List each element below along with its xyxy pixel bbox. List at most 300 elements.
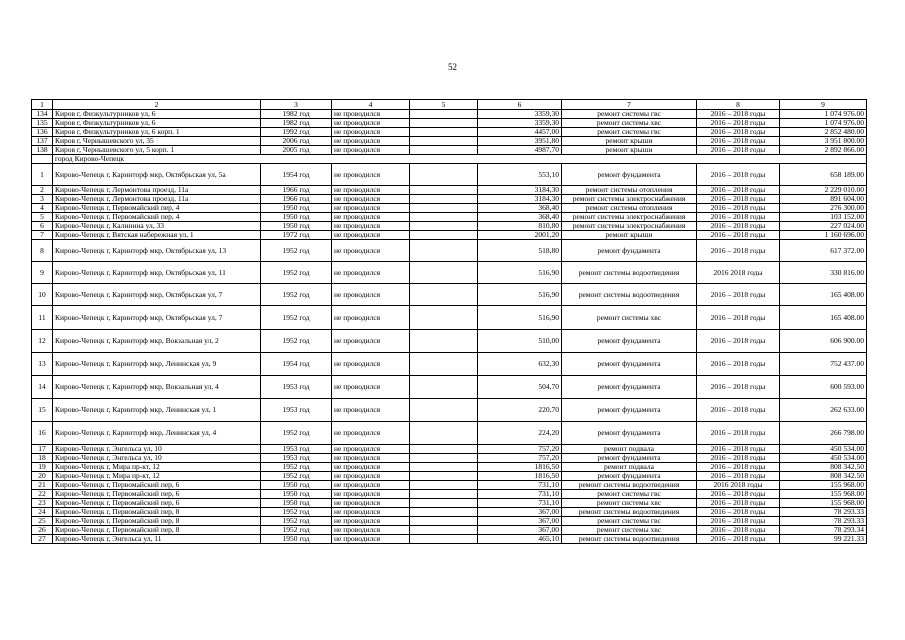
empty-cell: [410, 306, 478, 330]
cost-cell: 78 293.34: [780, 526, 867, 535]
column-number-cell: 4: [332, 100, 410, 110]
address-cell: Кирово-Чепецк г, Каринторф мкр, Ленинская ул, 1: [53, 399, 261, 422]
work-type-cell: ремонт системы водоотведения: [562, 284, 697, 306]
last-repair-status-cell: не проводился: [332, 195, 410, 204]
area-cell: 516,90: [478, 284, 562, 306]
last-repair-status-cell: не проводился: [332, 213, 410, 222]
row-number-cell: 22: [32, 490, 53, 499]
table-row: [32, 399, 867, 422]
empty-cell: [410, 490, 478, 499]
year-built-cell: 1953 год: [261, 454, 332, 463]
year-built-cell: 1950 год: [261, 535, 332, 544]
row-number-cell: 6: [32, 222, 53, 231]
work-type-cell: ремонт системы гвс: [562, 128, 697, 137]
address-cell: Кирово-Чепецк г, Первомайский пер, 6: [53, 481, 261, 490]
table-row: [32, 231, 867, 240]
address-cell: Кирово-Чепецк г, Энгельса ул, 10: [53, 445, 261, 454]
address-cell: Кирово-Чепецк г, Энгельса ул, 11: [53, 535, 261, 544]
address-cell: Кирово-Чепецк г, Первомайский пер, 8: [53, 526, 261, 535]
work-type-cell: ремонт фундамента: [562, 353, 697, 376]
cost-cell: 752 437.00: [780, 353, 867, 376]
table-row: [32, 454, 867, 463]
column-number-cell: 2: [53, 100, 261, 110]
period-cell: 2016 – 2018 годы: [697, 195, 780, 204]
period-cell: 2016 – 2018 годы: [697, 490, 780, 499]
area-cell: 4987,70: [478, 146, 562, 155]
address-cell: Кирово-Чепецк г, Первомайский пер, 4: [53, 213, 261, 222]
cost-cell: 330 816.00: [780, 262, 867, 284]
period-cell: 2016 – 2018 годы: [697, 517, 780, 526]
address-cell: Кирово-Чепецк г, Мира пр-кт, 12: [53, 472, 261, 481]
cost-cell: 78 293.33: [780, 517, 867, 526]
table-row: [32, 284, 867, 306]
empty-cell: [410, 128, 478, 137]
empty-cell: [410, 262, 478, 284]
work-type-cell: ремонт подвала: [562, 463, 697, 472]
row-number-cell: 26: [32, 526, 53, 535]
address-cell: Кирово-Чепецк г, Калинина ул, 33: [53, 222, 261, 231]
period-cell: 2016 – 2018 годы: [697, 137, 780, 146]
area-cell: 731,10: [478, 490, 562, 499]
year-built-cell: 2006 год: [261, 137, 332, 146]
last-repair-status-cell: не проводился: [332, 499, 410, 508]
table-row: [32, 306, 867, 330]
row-number-cell: 17: [32, 445, 53, 454]
address-cell: Кирово-Чепецк г, Каринторф мкр, Ленинская ул, 4: [53, 422, 261, 445]
address-cell: Кирово-Чепецк г, Лермонтова проезд, 11а: [53, 186, 261, 195]
row-number-cell: 5: [32, 213, 53, 222]
period-cell: 2016 – 2018 годы: [697, 445, 780, 454]
period-cell: 2016 – 2018 годы: [697, 284, 780, 306]
work-type-cell: ремонт системы гвс: [562, 490, 697, 499]
empty-cell: [410, 508, 478, 517]
empty-cell: [410, 186, 478, 195]
cost-cell: 155 968.00: [780, 499, 867, 508]
work-type-cell: ремонт крыши: [562, 146, 697, 155]
empty-cell: [410, 195, 478, 204]
column-number-cell: 8: [697, 100, 780, 110]
empty-cell: [410, 222, 478, 231]
row-number-cell: 15: [32, 399, 53, 422]
area-cell: 731,10: [478, 499, 562, 508]
empty-cell: [410, 445, 478, 454]
work-type-cell: ремонт фундамента: [562, 330, 697, 353]
period-cell: 2016 – 2018 годы: [697, 535, 780, 544]
area-cell: 1816,50: [478, 472, 562, 481]
cost-cell: 165 408.00: [780, 284, 867, 306]
table-body: [32, 100, 867, 544]
address-cell: Кирово-Чепецк г, Каринторф мкр, Октябрьская ул, 11: [53, 262, 261, 284]
row-number-cell: 13: [32, 353, 53, 376]
empty-cell: [410, 517, 478, 526]
table-row: [32, 119, 867, 128]
empty-cell: [410, 399, 478, 422]
area-cell: 516,90: [478, 262, 562, 284]
area-cell: 465,10: [478, 535, 562, 544]
period-cell: 2016 – 2018 годы: [697, 463, 780, 472]
table-row: [32, 353, 867, 376]
period-cell: 2016 – 2018 годы: [697, 146, 780, 155]
last-repair-status-cell: не проводился: [332, 204, 410, 213]
period-cell: 2016 – 2018 годы: [697, 376, 780, 399]
work-type-cell: ремонт системы хвс: [562, 119, 697, 128]
area-cell: 516,90: [478, 306, 562, 330]
period-cell: 2016 2018 годы: [697, 481, 780, 490]
year-built-cell: 1952 год: [261, 463, 332, 472]
work-type-cell: ремонт системы гвс: [562, 517, 697, 526]
repair-register-table: [31, 99, 867, 544]
address-cell: Кирово-Чепецк г, Энгельса ул, 10: [53, 454, 261, 463]
row-number-cell: 24: [32, 508, 53, 517]
table-row: [32, 262, 867, 284]
last-repair-status-cell: не проводился: [332, 353, 410, 376]
period-cell: 2016 – 2018 годы: [697, 119, 780, 128]
address-cell: Кирово-Чепецк г, Вятская набережная ул, 1: [53, 231, 261, 240]
table-row: [32, 204, 867, 213]
cost-cell: 658 189.00: [780, 164, 867, 186]
work-type-cell: ремонт системы водоотведения: [562, 481, 697, 490]
empty-cell: [410, 472, 478, 481]
cost-cell: 2 229 010.00: [780, 186, 867, 195]
cost-cell: 155 968.00: [780, 490, 867, 499]
address-cell: Кирово-Чепецк г, Каринторф мкр, Вокзальная ул, 4: [53, 376, 261, 399]
address-cell: Кирово-Чепецк г, Каринторф мкр, Ленинская ул, 9: [53, 353, 261, 376]
cost-cell: 1 160 696.00: [780, 231, 867, 240]
period-cell: 2016 – 2018 годы: [697, 306, 780, 330]
cost-cell: 891 604.00: [780, 195, 867, 204]
empty-cell: [410, 137, 478, 146]
cost-cell: 262 633.00: [780, 399, 867, 422]
last-repair-status-cell: не проводился: [332, 186, 410, 195]
table-row: [32, 213, 867, 222]
work-type-cell: ремонт фундамента: [562, 376, 697, 399]
area-cell: 367,00: [478, 526, 562, 535]
last-repair-status-cell: не проводился: [332, 376, 410, 399]
cost-cell: 78 293.33: [780, 508, 867, 517]
cost-cell: 600 593.00: [780, 376, 867, 399]
period-cell: 2016 – 2018 годы: [697, 186, 780, 195]
table-row: [32, 422, 867, 445]
address-cell: Кирово-Чепецк г, Каринторф мкр, Вокзальная ул, 2: [53, 330, 261, 353]
cost-cell: 450 534.00: [780, 445, 867, 454]
row-number-cell: 4: [32, 204, 53, 213]
cost-cell: 617 372.00: [780, 240, 867, 262]
work-type-cell: ремонт фундамента: [562, 454, 697, 463]
table-row: [32, 137, 867, 146]
period-cell: 2016 – 2018 годы: [697, 330, 780, 353]
work-type-cell: ремонт подвала: [562, 445, 697, 454]
column-number-cell: 7: [562, 100, 697, 110]
work-type-cell: ремонт фундамента: [562, 399, 697, 422]
work-type-cell: ремонт системы электроснабжения: [562, 222, 697, 231]
last-repair-status-cell: не проводился: [332, 146, 410, 155]
column-number-cell: 6: [478, 100, 562, 110]
row-number-cell: 21: [32, 481, 53, 490]
row-number-cell: 20: [32, 472, 53, 481]
address-cell: Кирово-Чепецк г, Мира пр-кт, 12: [53, 463, 261, 472]
empty-cell: [410, 376, 478, 399]
area-cell: 632,30: [478, 353, 562, 376]
year-built-cell: 1972 год: [261, 231, 332, 240]
last-repair-status-cell: не проводился: [332, 128, 410, 137]
period-cell: 2016 – 2018 годы: [697, 526, 780, 535]
cost-cell: 3 951 800.00: [780, 137, 867, 146]
area-cell: 367,00: [478, 508, 562, 517]
row-number-cell: 25: [32, 517, 53, 526]
row-number-cell: 8: [32, 240, 53, 262]
row-number-cell: 7: [32, 231, 53, 240]
year-built-cell: 1952 год: [261, 240, 332, 262]
year-built-cell: 2005 год: [261, 146, 332, 155]
table-row: [32, 164, 867, 186]
cost-cell: 2 892 866.00: [780, 146, 867, 155]
empty-cell: [32, 155, 53, 164]
table-row: [32, 508, 867, 517]
cost-cell: 1 074 976.00: [780, 110, 867, 119]
empty-cell: [410, 204, 478, 213]
work-type-cell: ремонт системы электроснабжения: [562, 213, 697, 222]
address-cell: Кирово-Чепецк г, Каринторф мкр, Октябрьская ул, 7: [53, 306, 261, 330]
year-built-cell: 1952 год: [261, 422, 332, 445]
empty-cell: [410, 240, 478, 262]
area-cell: 518,80: [478, 240, 562, 262]
area-cell: 368,40: [478, 213, 562, 222]
work-type-cell: ремонт системы хвс: [562, 499, 697, 508]
table-row: [32, 535, 867, 544]
empty-cell: [410, 535, 478, 544]
last-repair-status-cell: не проводился: [332, 306, 410, 330]
cost-cell: 165 408.00: [780, 306, 867, 330]
year-built-cell: 1952 год: [261, 517, 332, 526]
table-row: [32, 186, 867, 195]
cost-cell: 276 300.00: [780, 204, 867, 213]
year-built-cell: 1982 год: [261, 110, 332, 119]
period-cell: 2016 – 2018 годы: [697, 499, 780, 508]
empty-cell: [410, 164, 478, 186]
last-repair-status-cell: не проводился: [332, 262, 410, 284]
area-cell: 368,40: [478, 204, 562, 213]
period-cell: 2016 – 2018 годы: [697, 222, 780, 231]
area-cell: 2001,20: [478, 231, 562, 240]
row-number-cell: 137: [32, 137, 53, 146]
table-row: [32, 330, 867, 353]
last-repair-status-cell: не проводился: [332, 463, 410, 472]
period-cell: 2016 – 2018 годы: [697, 164, 780, 186]
address-cell: Киров г, Физкультурников ул, 6 корп. 1: [53, 128, 261, 137]
table-row: [32, 146, 867, 155]
last-repair-status-cell: не проводился: [332, 445, 410, 454]
empty-cell: [410, 146, 478, 155]
year-built-cell: 1952 год: [261, 472, 332, 481]
address-cell: Кирово-Чепецк г, Первомайский пер, 6: [53, 499, 261, 508]
cost-cell: 155 968.00: [780, 481, 867, 490]
last-repair-status-cell: не проводился: [332, 137, 410, 146]
area-cell: 810,80: [478, 222, 562, 231]
area-cell: 3359,30: [478, 110, 562, 119]
year-built-cell: 1950 год: [261, 490, 332, 499]
address-cell: Кирово-Чепецк г, Первомайский пер, 8: [53, 508, 261, 517]
period-cell: 2016 2018 годы: [697, 262, 780, 284]
row-number-cell: 1: [32, 164, 53, 186]
table-row: [32, 499, 867, 508]
empty-cell: [410, 422, 478, 445]
table-row: [32, 222, 867, 231]
row-number-cell: 9: [32, 262, 53, 284]
period-cell: 2016 – 2018 годы: [697, 508, 780, 517]
work-type-cell: ремонт крыши: [562, 137, 697, 146]
year-built-cell: 1966 год: [261, 186, 332, 195]
row-number-cell: 2: [32, 186, 53, 195]
address-cell: Кирово-Чепецк г, Каринторф мкр, Октябрьская ул, 13: [53, 240, 261, 262]
year-built-cell: 1950 год: [261, 222, 332, 231]
row-number-cell: 14: [32, 376, 53, 399]
last-repair-status-cell: не проводился: [332, 490, 410, 499]
address-cell: Кирово-Чепецк г, Первомайский пер, 4: [53, 204, 261, 213]
area-cell: 510,00: [478, 330, 562, 353]
year-built-cell: 1953 год: [261, 445, 332, 454]
period-cell: 2016 – 2018 годы: [697, 399, 780, 422]
address-cell: Кирово-Чепецк г, Каринторф мкр, Октябрьская ул, 5а: [53, 164, 261, 186]
empty-cell: [410, 353, 478, 376]
address-cell: Киров г, Физкультурников ул, 6: [53, 110, 261, 119]
area-cell: 220,70: [478, 399, 562, 422]
empty-cell: [410, 284, 478, 306]
last-repair-status-cell: не проводился: [332, 222, 410, 231]
year-built-cell: 1954 год: [261, 164, 332, 186]
last-repair-status-cell: не проводился: [332, 454, 410, 463]
cost-cell: 606 900.00: [780, 330, 867, 353]
period-cell: 2016 – 2018 годы: [697, 422, 780, 445]
cost-cell: 1 074 976.00: [780, 119, 867, 128]
year-built-cell: 1950 год: [261, 213, 332, 222]
address-cell: Киров г, Физкультурников ул, 6: [53, 119, 261, 128]
area-cell: 4457,00: [478, 128, 562, 137]
section-title: город Кирово-Чепецк: [53, 155, 867, 164]
address-cell: Кирово-Чепецк г, Каринторф мкр, Октябрьская ул, 7: [53, 284, 261, 306]
year-built-cell: 1982 год: [261, 119, 332, 128]
table-row: [32, 481, 867, 490]
table-row: [32, 445, 867, 454]
table-row: [32, 490, 867, 499]
row-number-cell: 10: [32, 284, 53, 306]
empty-cell: [410, 330, 478, 353]
last-repair-status-cell: не проводился: [332, 481, 410, 490]
period-cell: 2016 – 2018 годы: [697, 128, 780, 137]
year-built-cell: 1952 год: [261, 330, 332, 353]
year-built-cell: 1950 год: [261, 481, 332, 490]
work-type-cell: ремонт системы электроснабжения: [562, 195, 697, 204]
empty-cell: [410, 481, 478, 490]
year-built-cell: 1966 год: [261, 195, 332, 204]
work-type-cell: ремонт крыши: [562, 231, 697, 240]
cost-cell: 266 798.00: [780, 422, 867, 445]
table-row: [32, 195, 867, 204]
work-type-cell: ремонт системы водоотведения: [562, 508, 697, 517]
column-number-header-row: [32, 100, 867, 110]
row-number-cell: 135: [32, 119, 53, 128]
area-cell: 504,70: [478, 376, 562, 399]
page-number: 52: [448, 62, 457, 72]
empty-cell: [410, 119, 478, 128]
table-row: [32, 240, 867, 262]
area-cell: 224,20: [478, 422, 562, 445]
area-cell: 553,10: [478, 164, 562, 186]
cost-cell: 103 152.00: [780, 213, 867, 222]
year-built-cell: 1952 год: [261, 284, 332, 306]
year-built-cell: 1952 год: [261, 526, 332, 535]
last-repair-status-cell: не проводился: [332, 526, 410, 535]
last-repair-status-cell: не проводился: [332, 535, 410, 544]
year-built-cell: 1952 год: [261, 262, 332, 284]
empty-cell: [410, 499, 478, 508]
last-repair-status-cell: не проводился: [332, 472, 410, 481]
area-cell: 3184,30: [478, 186, 562, 195]
row-number-cell: 11: [32, 306, 53, 330]
area-cell: 3184,30: [478, 195, 562, 204]
empty-cell: [410, 213, 478, 222]
period-cell: 2016 – 2018 годы: [697, 213, 780, 222]
work-type-cell: ремонт системы хвс: [562, 526, 697, 535]
work-type-cell: ремонт фундамента: [562, 422, 697, 445]
year-built-cell: 1953 год: [261, 376, 332, 399]
work-type-cell: ремонт системы водоотведения: [562, 535, 697, 544]
empty-cell: [410, 454, 478, 463]
last-repair-status-cell: не проводился: [332, 119, 410, 128]
cost-cell: 2 852 480.00: [780, 128, 867, 137]
address-cell: Кирово-Чепецк г, Лермонтова проезд, 11а: [53, 195, 261, 204]
row-number-cell: 19: [32, 463, 53, 472]
work-type-cell: ремонт фундамента: [562, 164, 697, 186]
empty-cell: [410, 463, 478, 472]
table-row: [32, 110, 867, 119]
column-number-cell: 1: [32, 100, 53, 110]
year-built-cell: 1953 год: [261, 399, 332, 422]
area-cell: 367,00: [478, 517, 562, 526]
last-repair-status-cell: не проводился: [332, 231, 410, 240]
last-repair-status-cell: не проводился: [332, 110, 410, 119]
row-number-cell: 136: [32, 128, 53, 137]
period-cell: 2016 – 2018 годы: [697, 110, 780, 119]
area-cell: 757,20: [478, 445, 562, 454]
row-number-cell: 27: [32, 535, 53, 544]
period-cell: 2016 – 2018 годы: [697, 204, 780, 213]
period-cell: 2016 – 2018 годы: [697, 240, 780, 262]
last-repair-status-cell: не проводился: [332, 508, 410, 517]
row-number-cell: 134: [32, 110, 53, 119]
row-number-cell: 16: [32, 422, 53, 445]
table-row: [32, 128, 867, 137]
area-cell: 731,10: [478, 481, 562, 490]
work-type-cell: ремонт системы хвс: [562, 306, 697, 330]
work-type-cell: ремонт фундамента: [562, 240, 697, 262]
cost-cell: 808 342.50: [780, 463, 867, 472]
year-built-cell: 1954 год: [261, 353, 332, 376]
cost-cell: 227 024.00: [780, 222, 867, 231]
last-repair-status-cell: не проводился: [332, 164, 410, 186]
row-number-cell: 138: [32, 146, 53, 155]
cost-cell: 450 534.00: [780, 454, 867, 463]
address-cell: Киров г, Чернышевского ул, 5 корп. 1: [53, 146, 261, 155]
empty-cell: [410, 526, 478, 535]
year-built-cell: 1950 год: [261, 204, 332, 213]
last-repair-status-cell: не проводился: [332, 422, 410, 445]
work-type-cell: ремонт системы водоотведения: [562, 262, 697, 284]
last-repair-status-cell: не проводился: [332, 330, 410, 353]
area-cell: 1816,50: [478, 463, 562, 472]
table-row: [32, 517, 867, 526]
year-built-cell: 1952 год: [261, 508, 332, 517]
table-row: [32, 472, 867, 481]
